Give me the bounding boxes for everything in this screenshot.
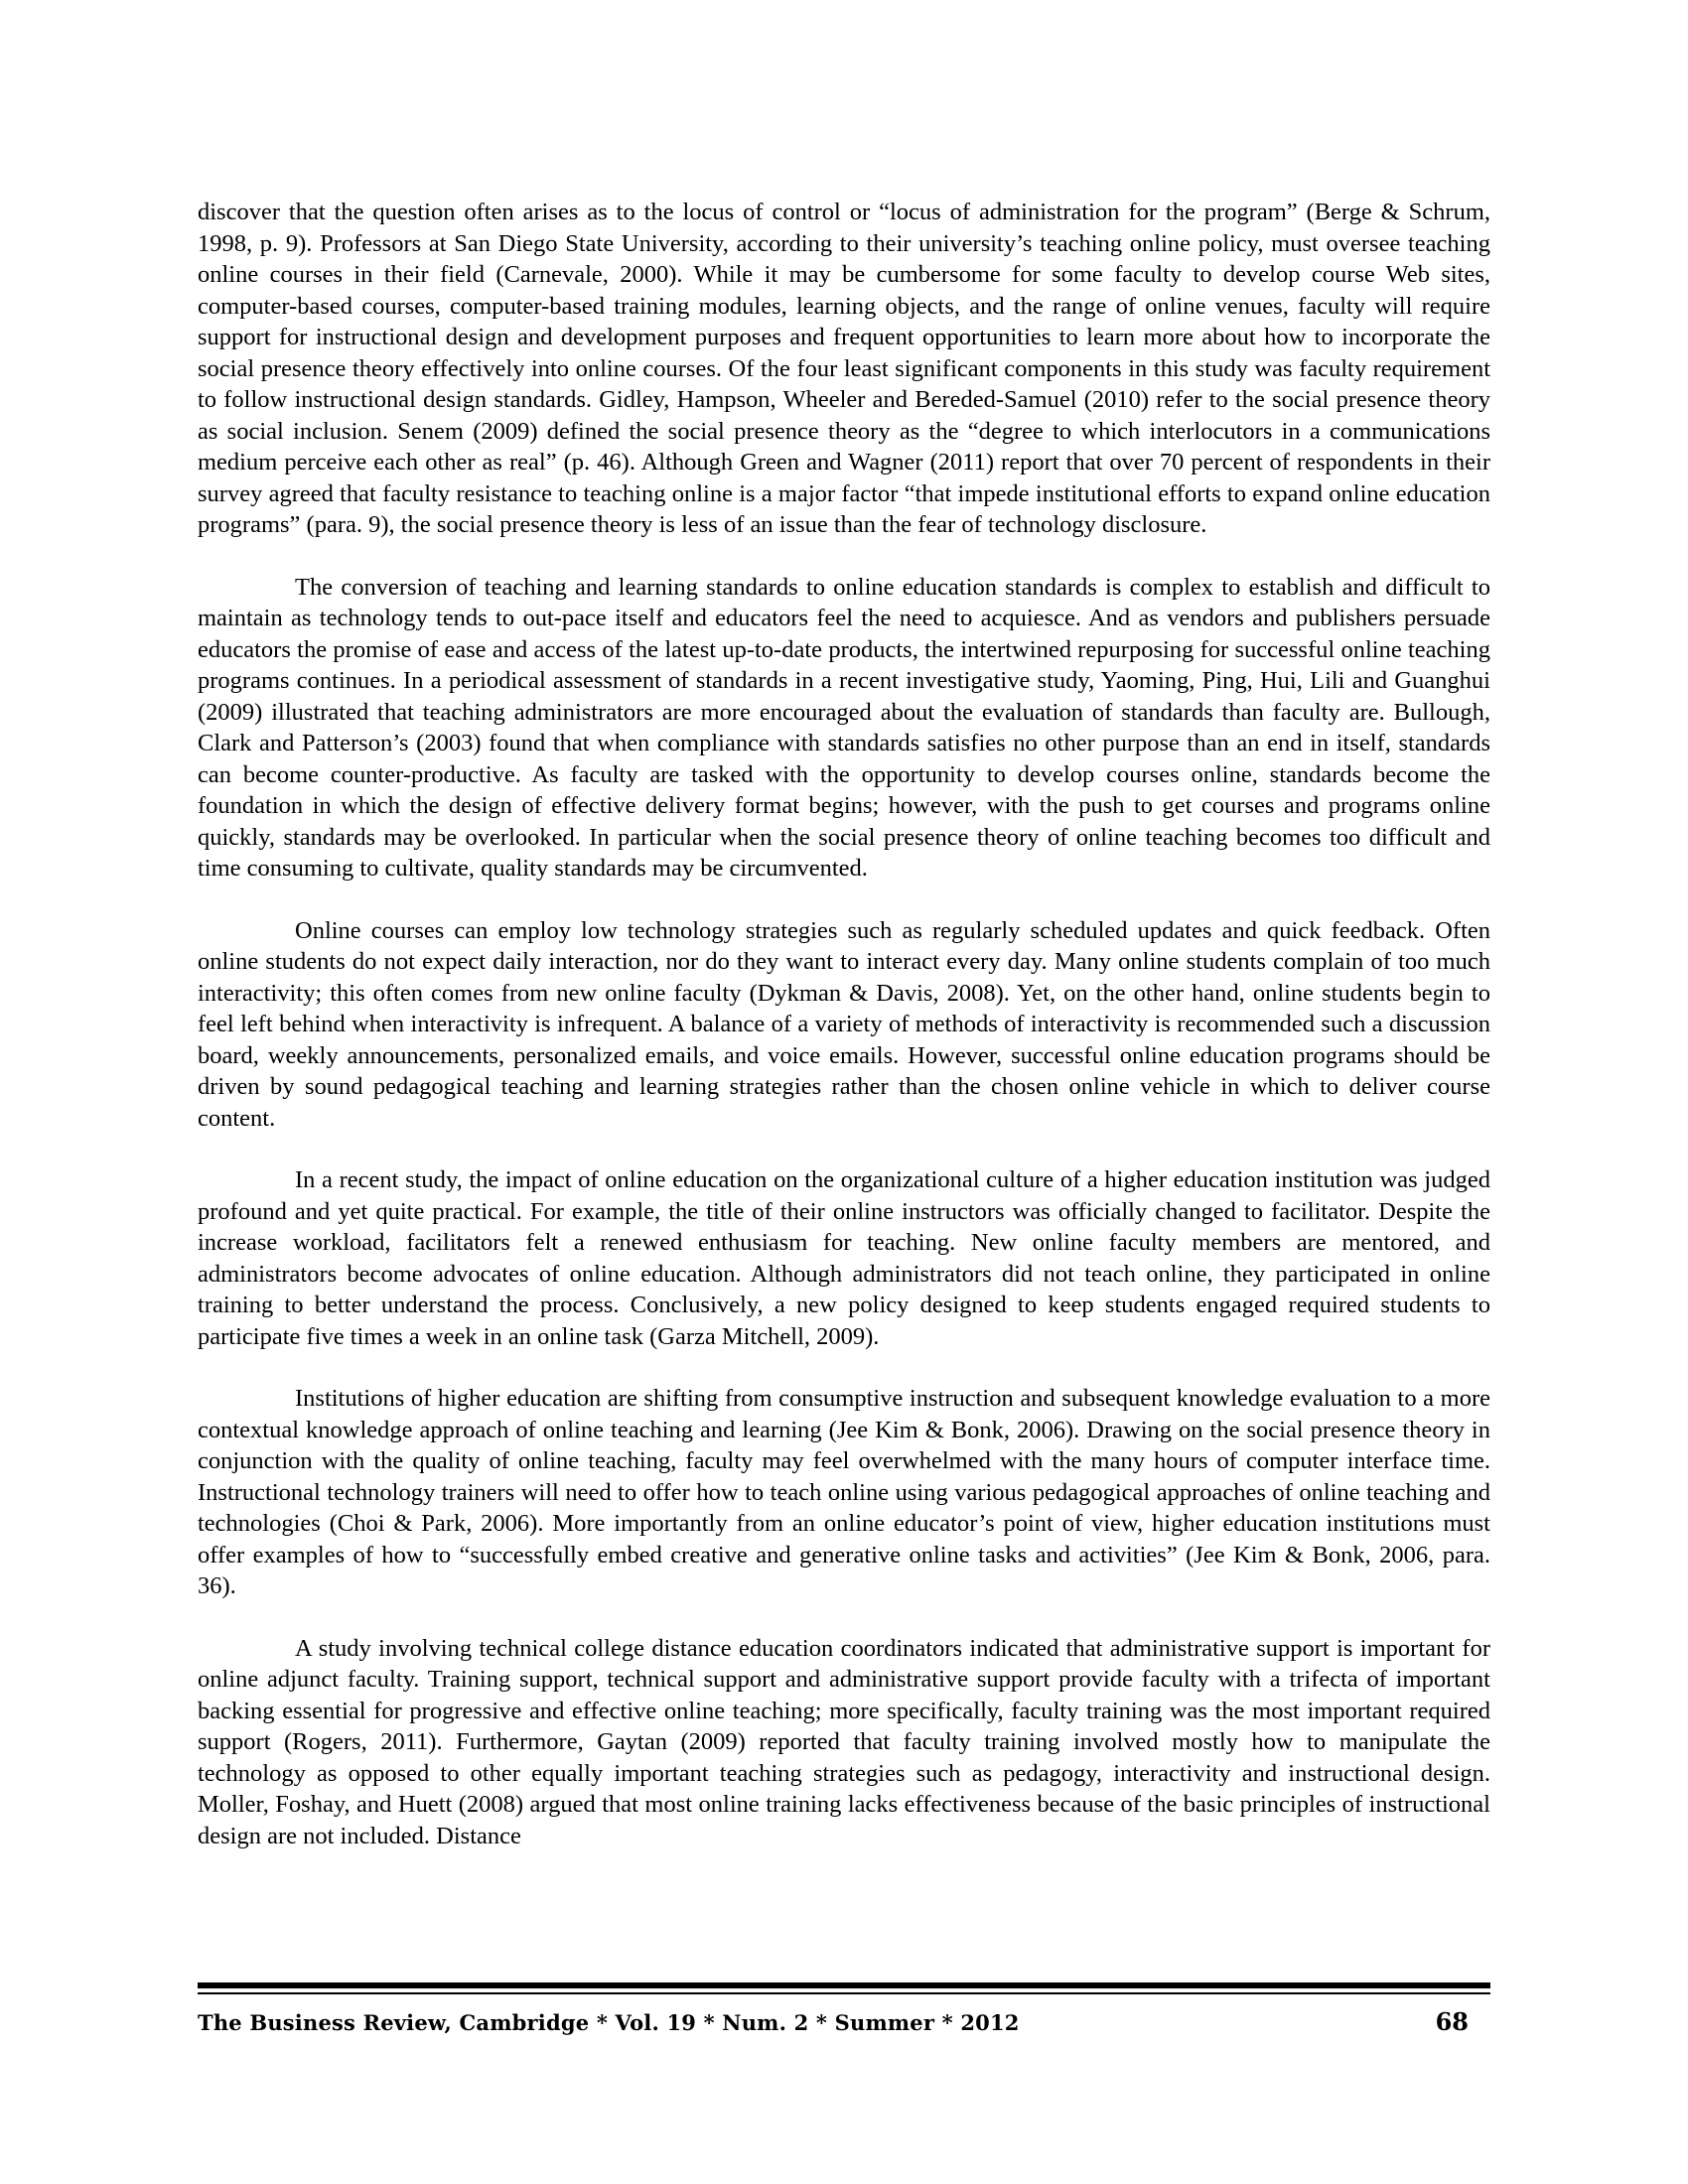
paragraph-standards-conversion: The conversion of teaching and learning standards to online education standards is complex to establish and difficult to maintain as technology tends to out-pace itself and educators feel the need to acquiesce. And as vendors and publishers persuade educators the promise of ease and access of the latest up-to-date products, the intertwined repurposing for successful online teaching programs continues. In a periodical assessment of standards in a recent investigative study, Yaoming, Ping, Hui, Lili and Guanghui (2009) illustrated that teaching administrators are more encouraged about the evaluation of standards than faculty are. Bullough, Clark and Patterson’s (2003) found that when compliance with standards satisfies no other purpose than an end in itself, standards can become counter-productive. As faculty are tasked with the opportunity to develop courses online, standards become the foundation in which the design of effective delivery format begins; however, with the push to get courses and programs online quickly, standards may be overlooked. In particular when the social presence theory of online teaching becomes too difficult and time consuming to cultivate, quality standards may be circumvented. bbox=[198, 573, 1490, 882]
page-number: 68 bbox=[1435, 2007, 1469, 2036]
paragraph-continuation: discover that the question often arises as to the locus of control or “locus of administration for the program” (Berge & Schrum, 1998, p. 9). Professors at San Diego State University, according to their university’s teaching online policy, must oversee teaching online courses in their field (Carnevale, 2000). While it may be cumbersome for some faculty to develop course Web sites, computer-based courses, computer-based training modules, learning objects, and the range of online venues, faculty will require support for instructional design and development purposes and frequent opportunities to learn more about how to incorporate the social presence theory effectively into online courses. Of the four least significant components in this study was faculty requirement to follow instructional design standards. Gidley, Hampson, Wheeler and Bereded-Samuel (2010) refer to the social presence theory as social inclusion. Senem (2009) defined the social presence theory as the “degree to which interlocutors in a communications medium perceive each other as real” (p. 46). Although Green and Wagner (2011) report that over 70 percent of respondents in their survey agreed that faculty resistance to teaching online is a major factor “that impede institutional efforts to expand online education programs” (para. 9), the social presence theory is less of an issue than the fear of technology disclosure. bbox=[198, 199, 1490, 538]
journal-citation: The Business Review, Cambridge * Vol. 19 * Num. 2 * Summer * 2012 bbox=[198, 2010, 1020, 2035]
footer-rule-thick bbox=[198, 1982, 1490, 1988]
paragraph-organizational-culture: In a recent study, the impact of online education on the organizational culture of a higher education institution was judged profound and yet quite practical. For example, the title of their online instructors was officially changed to facilitator. Despite the increase workload, facilitators felt a renewed enthusiasm for teaching. New online faculty members are mentored, and administrators become advocates of online education. Although administrators did not teach online, they participated in online training to better understand the process. Conclusively, a new policy designed to keep students engaged required students to participate five times a week in an online task (Garza Mitchell, 2009). bbox=[198, 1166, 1490, 1350]
article-body bbox=[198, 197, 1490, 1882]
page-footer bbox=[198, 2007, 1490, 2043]
paragraph-institutions-shifting: Institutions of higher education are shifting from consumptive instruction and subsequent knowledge evaluation to a more contextual knowledge approach of online teaching and learning (Jee Kim & Bonk, 2006). Drawing on the social presence theory in conjunction with the quality of online teaching, faculty may feel overwhelmed with the many hours of computer interface time. Instructional technology trainers will need to offer how to teach online using various pedagogical approaches of online teaching and technologies (Choi & Park, 2006). More importantly from an online educator’s point of view, higher education institutions must offer examples of how to “successfully embed creative and generative online tasks and activities” (Jee Kim & Bonk, 2006, para. 36). bbox=[198, 1385, 1490, 1599]
paragraph-low-technology-strategies: Online courses can employ low technology strategies such as regularly scheduled updates and quick feedback. Often online students do not expect daily interaction, nor do they want to interact every day. Many online students complain of too much interactivity; this often comes from new online faculty (Dykman & Davis, 2008). Yet, on the other hand, online students begin to feel left behind when interactivity is infrequent. A balance of a variety of methods of interactivity is recommended such a discussion board, weekly announcements, personalized emails, and voice emails. However, successful online education programs should be driven by sound pedagogical teaching and learning strategies rather than the chosen online vehicle in which to deliver course content. bbox=[198, 916, 1490, 1132]
paragraph-administrative-support: A study involving technical college distance education coordinators indicated that administrative support is important for online adjunct faculty. Training support, technical support and administrative support provide faculty with a trifecta of important backing essential for progressive and effective online teaching; more specifically, faculty training was the most important required support (Rogers, 2011). Furthermore, Gaytan (2009) reported that faculty training involved mostly how to manipulate the technology as opposed to other equally important teaching strategies such as pedagogy, interactivity and instructional design. Moller, Foshay, and Huett (2008) argued that most online training lacks effectiveness because of the basic principles of instructional design are not included. Distance bbox=[198, 1634, 1490, 1849]
footer-rule-thin bbox=[198, 1992, 1490, 1994]
